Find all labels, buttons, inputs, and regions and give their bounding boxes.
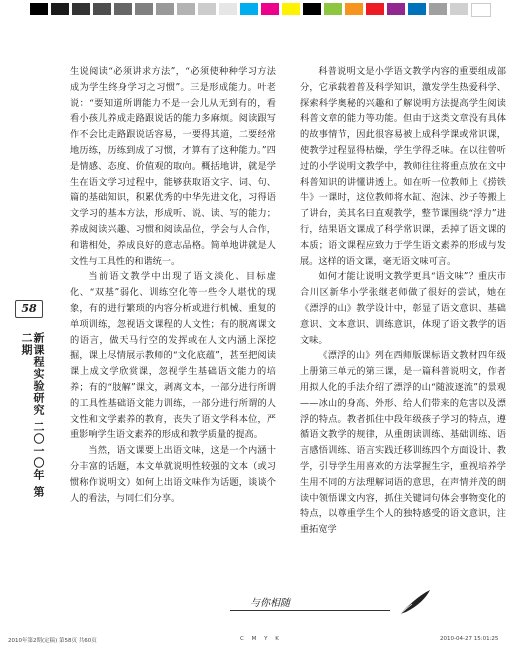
registration-swatch	[282, 3, 300, 15]
registration-swatch	[114, 3, 132, 15]
paragraph: 《漂浮的山》列在西师版课标语文教材四年级上册第三单元的第三课，是一篇科普说明文，作者用拟人化的手法介绍了漂浮的山“随波逐流”的景观——冰山的身高、外形、给人们带来的危害以及漂浮的特点。教者抓住中段年级孩子学习的特点，遵循语文教学的规律，从重朗读训练、基础训练、语言感悟训练、语言实践迁移训练四个方面设计、教学，引导学生用喜欢的方法掌握生字，重视培养学生用不同的方法理解词语的意思，在声情并茂的朗读中领悟课文内容，抓住关键词句体会事物变化的特点，以尊重学生个人的独特感受的语文意识，注重拓宽学	[300, 350, 506, 536]
paragraph: 如何才能让说明文教学更具“语文味”？重庆市合川区新华小学张继老师做了很好的尝试，她在《漂浮的山》教学设计中，彰显了语文意识、基础意识、文本意识、训练意识，体现了语文教学的语文味。	[300, 271, 506, 346]
print-info-right: 2010-04-27 15:01:25	[440, 636, 499, 642]
paragraph: 生说阅读“必须讲求方法”，“必须使种种学习方法成为学生终身学习之习惯”。三是形成能力。叶老说：“要知道所谓能力不是一会儿从无到有的，看看小孩儿养成走路跟说话的能力多麻烦。阅读跟写作不会比走路跟说话容易，一要得其道，二要经常地历练，历练到成了习惯，才算有了这种能力。”四是情感、态度、价值观的取向。概括地讲，就是学生在语文学习过程中，能够获取语文字、词、句、篇的基础知识，积累优秀的中华先进文化，习得语文学习的基本方法，形成听、说、读、写的能力；养成阅读兴趣、习惯和阅读品位，学会与人合作，和谐相处，养成良好的意志品格。简单地讲就是人文性与工具性的和谐统一。	[70, 66, 276, 267]
registration-swatch	[408, 3, 426, 15]
footer-decoration	[230, 588, 440, 616]
footer-label: 与你相随	[250, 598, 290, 609]
paragraph: 当然，语文课要上出语文味，这是一个内涵十分丰富的话题，本文单就说明性较强的文本（或习惯称作说明文）如何上出语文味作为话题，谈谈个人的看法，与同仁们分享。	[70, 445, 276, 504]
right-column	[300, 64, 506, 538]
feather-pen-icon	[398, 588, 432, 616]
registration-swatch	[219, 3, 237, 15]
footer-rule	[230, 610, 390, 611]
registration-swatch	[240, 3, 258, 15]
registration-swatch	[345, 3, 363, 15]
registration-swatch	[177, 3, 195, 15]
registration-swatch	[30, 3, 48, 15]
registration-color-bar	[0, 0, 530, 20]
registration-swatch	[51, 3, 69, 15]
print-info-line	[0, 634, 530, 646]
registration-swatch	[261, 3, 279, 15]
registration-swatch	[198, 3, 216, 15]
paragraph: 科普说明文是小学语文教学内容的重要组成部分，它承载着普及科学知识，激发学生热爱科学、探索科学奥秘的兴趣和了解说明方法提高学生阅读科普文章的能力等功能。但由于这类文章没有具体的故事情节，因此很容易被上成科学课或常识课，使教学过程显得枯燥，学生学得乏味。在以往曾听过的小学说明文教学中，教师往往将重点放在文中科普知识的讲懂讲透上。如在听一位教师上《捞铁牛》一课时，这位教师将水缸、泡沫、沙子等搬上了讲台，美其名曰直观教学，整节课围绕“浮力”进行，结果语文课成了科学常识课，丢掉了语文课的本质；语文课程应致力于学生语文素养的形成与发展。这样的语文课，毫无语文味可言。	[300, 66, 506, 267]
registration-swatch	[72, 3, 90, 15]
registration-swatch	[324, 3, 342, 15]
registration-swatch	[135, 3, 153, 15]
page-number: 58	[15, 300, 43, 318]
paragraph: 当前语文教学中出现了语文淡化、目标虚化、“双基”弱化、训练空化等一些令人堪忧的现象，有的进行繁琐的内容分析或进行机械、重复的单项训练，忽视语文课程的人文性；有的脱离课文的语言，做天马行空的发挥或在人文内涵上深挖掘，课上尽情展示教师的“文化底蕴”，甚至把阅读课上成文学欣赏课，忽视学生基础语文能力的培养；有的“肢解”课文，剥离文本，一部分进行所谓的工具性基础语文能力训练，一部分进行所谓的人文性和文学素养的教育，丧失了语文学科本位，严重影响学生语文素养的形成和教学质量的提高。	[70, 271, 276, 441]
sidebar	[12, 300, 46, 502]
registration-swatch	[471, 3, 491, 17]
registration-swatch	[93, 3, 111, 15]
registration-swatch	[156, 3, 174, 15]
registration-swatch	[429, 3, 447, 15]
registration-swatch	[387, 3, 405, 15]
journal-title: 新课程实验研究 二〇一〇年 第二期	[20, 332, 45, 498]
left-column	[70, 64, 276, 506]
registration-swatch	[450, 3, 468, 15]
print-info-left: 2010年第2期(定稿) 第58页 共60页	[8, 638, 97, 644]
print-info-cmyk: C M Y K	[240, 636, 282, 642]
registration-swatch	[366, 3, 384, 15]
registration-swatch	[303, 3, 321, 15]
